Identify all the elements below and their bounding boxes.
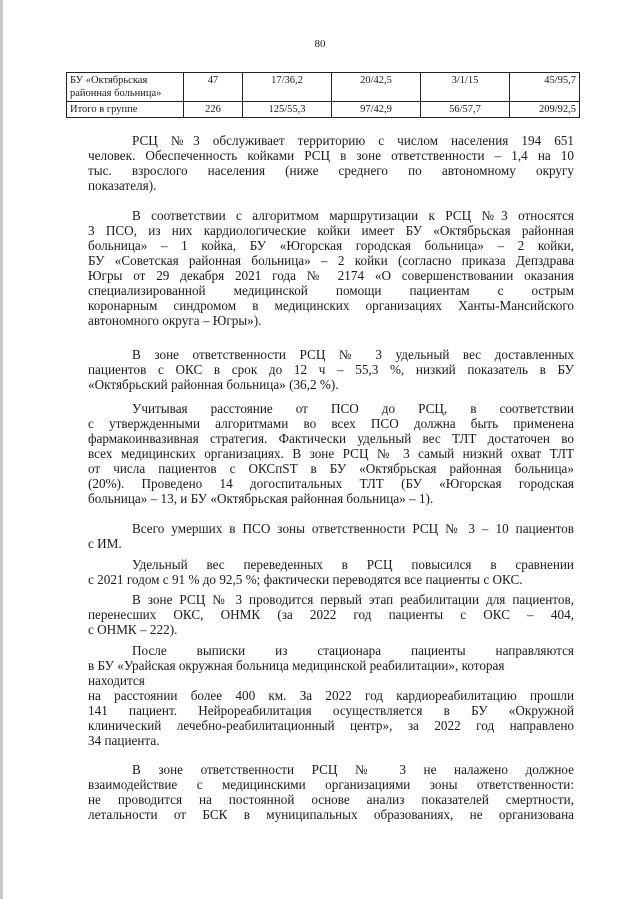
table-cell-name: Итого в группе (67, 102, 184, 118)
table-cell: 47 (184, 73, 243, 102)
paragraph-distance: на расстоянии более 400 км. За 2022 год кардиореабилитацию прошли 141 пациент. Нейрореабилитация осуществляется в БУ «Окружной клинический лечебно-реабилитационный центр», за 2022 год направлено 34 пациента. (88, 688, 574, 748)
table-cell: 125/55,3 (243, 102, 332, 118)
paragraph-rsc-population: РСЦ №3 обслуживает территорию с числом населения 194 651 человек. Обеспеченность койками РСЦ в зоне ответственности – 1,4 на 10 тыс. взрослого населения (ниже среднего по автономному округу показателя). (88, 133, 574, 193)
table-cell: 20/42,5 (332, 73, 421, 102)
table-cell: 56/57,7 (421, 102, 510, 118)
paragraph-delivery-share: В зоне ответственности РСЦ № 3 удельный вес доставленных пациентов с ОКС в срок до 12 ч – 55,3 %, низкий показатель в БУ «Октябрьский районная больница» (36,2 %). (88, 347, 574, 392)
stats-table (66, 72, 580, 118)
table-cell-name: БУ «Октябрьская районная больница» (67, 73, 184, 102)
table-row (67, 73, 580, 102)
table-row (67, 102, 580, 118)
table-cell: 45/95,7 (510, 73, 580, 102)
scan-edge (0, 0, 3, 899)
paragraph-deaths: Всего умерших в ПСО зоны ответственности РСЦ № 3 – 10 пациентов с ИМ. (88, 521, 574, 551)
table-cell: 97/42,9 (332, 102, 421, 118)
table-cell: 3/1/15 (421, 73, 510, 102)
page-number: 80 (314, 38, 326, 50)
paragraph-routing: В соответствии с алгоритмом маршрутизации к РСЦ №3 относятся 3 ПСО, из них кардиологические койки имеет БУ «Октябрьская районная больница» – 1 койка, БУ «Югорская городская больница» – 2 койки, БУ «Советская районная больница» – 2 койки (согласно приказа Депздрава Югры от 29 декабря 2021 года № 2174 «О совершенствовании оказания специализированной медицинской помощи пациентам с острым коронарным синдромом в медицинских организациях Ханты-Мансийского автономного округа – Югры»). (88, 208, 574, 328)
paragraph-thrombolysis: Учитывая расстояние от ПСО до РСЦ, в соответствии с утвержденными алгоритмами во всех ПСО должна быть применена фармакоинвазивная стратегия. Фактически удельный вес ТЛТ достаточен во всех медицинских организациях. В зоне РСЦ № 3 самый низкий охват ТЛТ от числа пациентов с ОКСпST в БУ «Октябрьская районная больница» (20%). Проведено 14 догоспитальных ТЛТ (БУ «Югорская городская больница» – 13, и БУ «Октябрьская районная больница» – 1). (88, 401, 574, 506)
table-cell: 209/92,5 (510, 102, 580, 118)
table-cell: 226 (184, 102, 243, 118)
paragraph-discharge: После выписки из стационара пациенты направляются в БУ «Урайская окружная больница медицинской реабилитации», которая находится (88, 643, 574, 688)
table-cell: 17/36,2 (243, 73, 332, 102)
paragraph-transfers: Удельный вес переведенных в РСЦ повысился в сравнении с 2021 годом с 91 % до 92,5 %; фактически переводятся все пациенты с ОКС. (88, 557, 574, 587)
paragraph-rehab-stage: В зоне РСЦ № 3 проводится первый этап реабилитации для пациентов, перенесших ОКС, ОНМК (за 2022 год пациенты с ОКС – 404, с ОНМК – 222). (88, 592, 574, 637)
paragraph-interaction: В зоне ответственности РСЦ № 3 не налажено должное взаимодействие с медицинскими организациями зоны ответственности: не проводится на постоянной основе анализ показателей смертности, летальности от БСК в муниципальных образованиях, не организована (88, 762, 574, 822)
